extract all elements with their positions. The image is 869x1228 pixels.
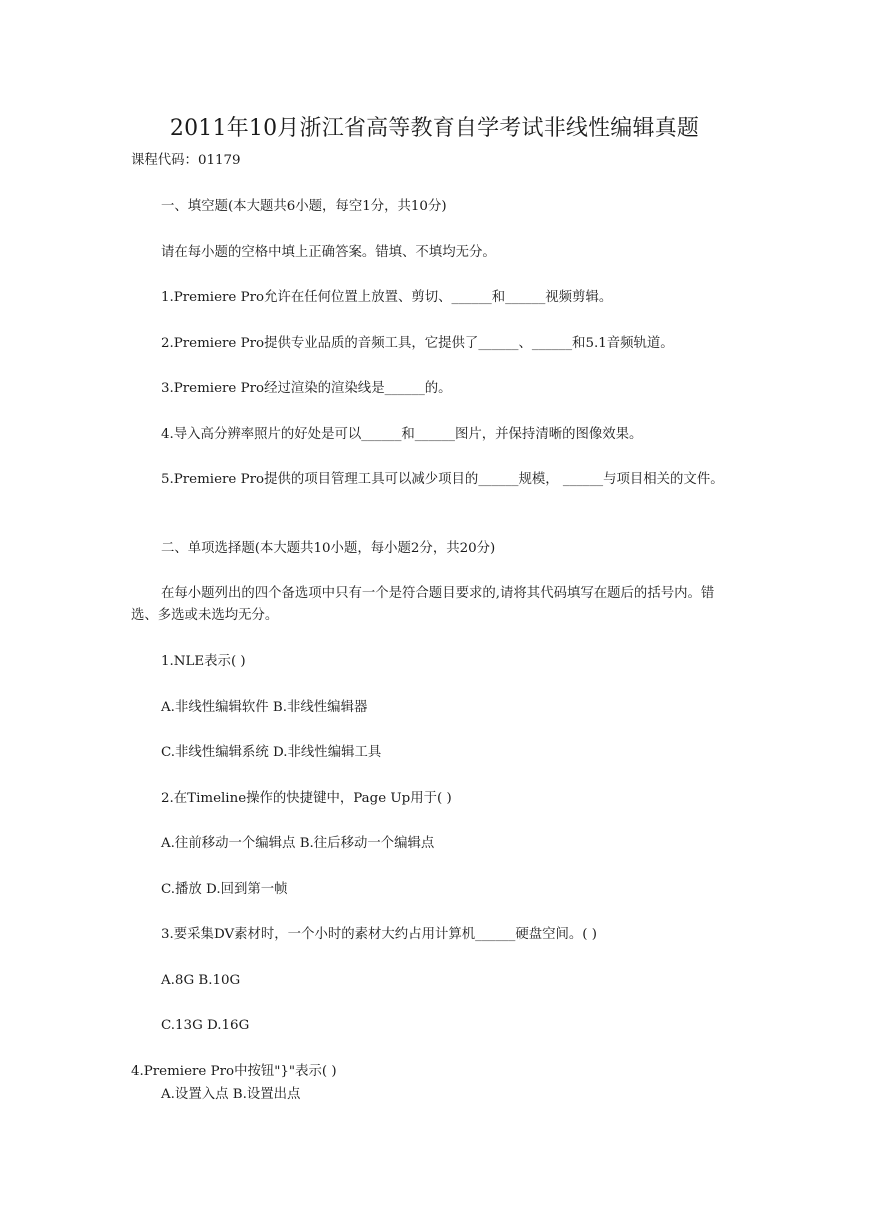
mc-options-4ab: A.设置入点 B.设置出点 — [161, 1087, 301, 1102]
question-1: 1.Premiere Pro允许在任何位置上放置、剪切、______和______视频剪辑。 — [161, 290, 613, 305]
question-3: 3.Premiere Pro经过渲染的渲染线是______的。 — [161, 381, 452, 396]
mc-options-1ab: A.非线性编辑软件 B.非线性编辑器 — [161, 700, 368, 715]
mc-options-1cd: C.非线性编辑系统 D.非线性编辑工具 — [161, 745, 382, 760]
mc-options-2ab: A.往前移动一个编辑点 B.往后移动一个编辑点 — [161, 836, 435, 851]
mc-question-4: 4.Premiere Pro中按钮"}"表示( ) — [131, 1064, 337, 1079]
mc-options-3ab: A.8G B.10G — [161, 973, 241, 988]
question-4: 4.导入高分辨率照片的好处是可以______和______图片，并保持清晰的图像效果。 — [161, 427, 643, 442]
mc-question-1: 1.NLE表示( ) — [161, 654, 246, 669]
section2-heading: 二、单项选择题(本大题共10小题，每小题2分，共20分) — [161, 541, 496, 556]
mc-options-3cd: C.13G D.16G — [161, 1018, 250, 1033]
section1-heading: 一、填空题(本大题共6小题，每空1分，共10分) — [161, 199, 447, 214]
course-code: 课程代码：01179 — [131, 153, 241, 168]
page-title: 2011年10月浙江省高等教育自学考试非线性编辑真题 — [169, 116, 700, 141]
mc-options-2cd: C.播放 D.回到第一帧 — [161, 882, 288, 897]
mc-question-3: 3.要采集DV素材时，一个小时的素材大约占用计算机______硬盘空间。( ) — [161, 927, 597, 942]
question-2: 2.Premiere Pro提供专业品质的音频工具，它提供了______、______和5.1音频轨道。 — [161, 336, 674, 351]
mc-question-2: 2.在Timeline操作的快捷键中，Page Up用于( ) — [161, 791, 452, 806]
section2-instruction: 在每小题列出的四个备选项中只有一个是符合题目要求的,请将其代码填写在题后的括号内。错选、多选或未选均无分。 — [131, 586, 715, 623]
question-5: 5.Premiere Pro提供的项目管理工具可以减少项目的______规模， ______与项目相关的文件。 — [161, 472, 724, 487]
section1-instruction: 请在每小题的空格中填上正确答案。错填、不填均无分。 — [161, 245, 496, 260]
